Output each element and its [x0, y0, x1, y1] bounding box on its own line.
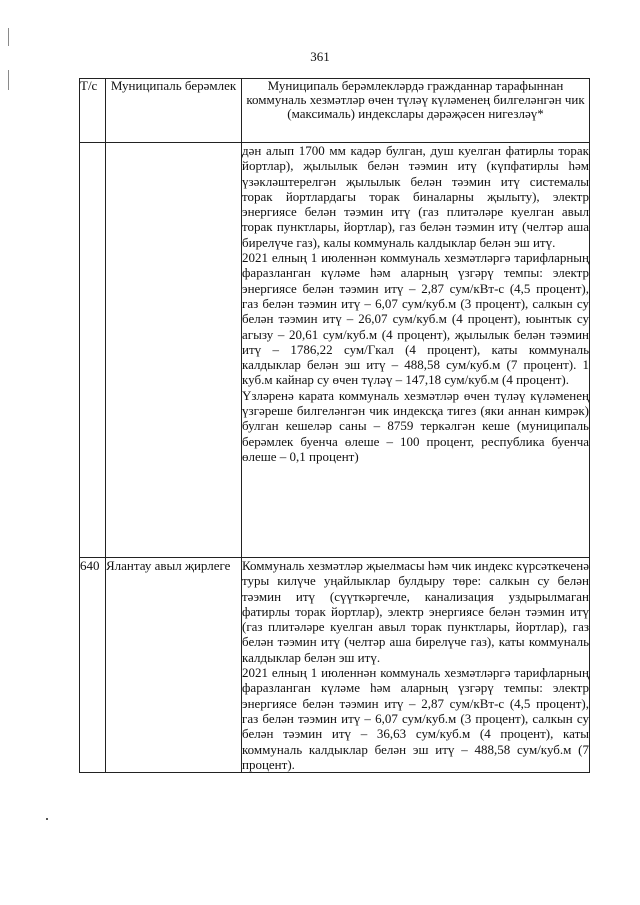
scan-speck	[46, 818, 48, 820]
tariff-table	[79, 78, 590, 773]
row-paragraph: дән алып 1700 мм кадәр булган, душ куелган фатирлы торак йортлар), җылылык белән тәэмин итү (күпфатирлы һәм үзәкләштерелгән җылылык белән тәэмин итү системалы торак йортлардагы торак биналарны җылыту), электр энергиясе белән тәэмин итү (газ плитәләре куелган авыл торак пунктлары, йортлар), газ белән тәэмин итү (челтәр аша бирелүче газ), калы коммуналь калдыклар белән эш итү.	[242, 143, 589, 250]
row-number	[80, 143, 106, 558]
table-row	[80, 143, 590, 558]
page-number: 361	[310, 49, 330, 64]
row-municipality	[106, 143, 242, 558]
row-paragraph: Үзләренә карата коммуналь хезмәтләр өчен түләү күләменең үзгәреше билгеләнгән чик индексқа тигез (яки аннан кимрәк) булган кешеләр саны – 8759 теркәлгән кеше (муниципаль берәмлек буенча өлеше – 100 процент, республика буенча өлеше – 0,1 процент)	[242, 387, 589, 464]
scan-margin-mark	[8, 70, 9, 90]
row-number: 640	[80, 558, 106, 773]
row-paragraph: 2021 елның 1 июленнән коммуналь хезмәтләргә тарифларның фаразланган күләме һәм аларның үзгәрү темпы: электр энергиясе белән тәэмин итү – 2,87 сум/кВт-с (4,5 процент), газ белән тәэмин итү – 6,07 сум/куб.м (3 процент), салкын су белән тәэмин итү – 36,63 сум/куб.м (4 процент), каты коммуналь калдыклар белән эш итү – 488,58 сум/куб.м (7 процент).	[242, 665, 589, 772]
row-paragraph: 2021 елның 1 июленнән коммуналь хезмәтләргә тарифларның фаразланган күләме һәм аларның үзгәрү темпы: электр энергиясе белән тәэмин итү – 2,87 сум/кВт-с (4,5 процент), газ белән тәэмин итү – 6,07 сум/куб.м (3 процент), салкын су белән тәэмин итү – 26,07 сум/куб.м (4 процент), юынтык су агызу – 20,61 сум/куб.м (4 процент), җылылык белән тәэмин итү – 1786,22 сум/Гкал (4 процент), каты коммуналь калдыклар белән эш итү – 488,58 сум/куб.м (7 процент). 1 куб.м кайнар су өчен түләү – 147,18 сум/куб.м (4 процент).	[242, 250, 589, 388]
header-municipality: Муниципаль берәмлек	[106, 79, 242, 143]
row-municipality: Ялантау авыл җирлеге	[106, 558, 242, 773]
scan-margin-mark	[8, 28, 9, 46]
header-justification: Муниципаль берәмлекләрдә гражданнар тарафыннан коммуналь хезмәтләр өчен түләү күләменең билгеләнгән чик (максималь) индекслары дәрәҗәсен нигезләү*	[242, 79, 590, 143]
row-paragraph: Коммуналь хезмәтләр җыелмасы һәм чик индекс күрсәткеченә туры килүче уңайлыклар булдыру төре: салкын су белән тәэмин итү (сүүткәргечле, канализация уздырылмаган фатирлы торак йортлар), электр энергиясе белән тәэмин итү (газ плитәләре куелган авыл торак пунктлары, йортлар), газ белән тәэмин итү (челтәр аша бирелүче газ), каты коммуналь калдыклар белән эш итү.	[242, 558, 589, 665]
table-header-row	[80, 79, 590, 143]
row-justification	[242, 143, 590, 558]
row-justification	[242, 558, 590, 773]
table-row	[80, 558, 590, 773]
header-number: Т/с	[80, 79, 106, 143]
